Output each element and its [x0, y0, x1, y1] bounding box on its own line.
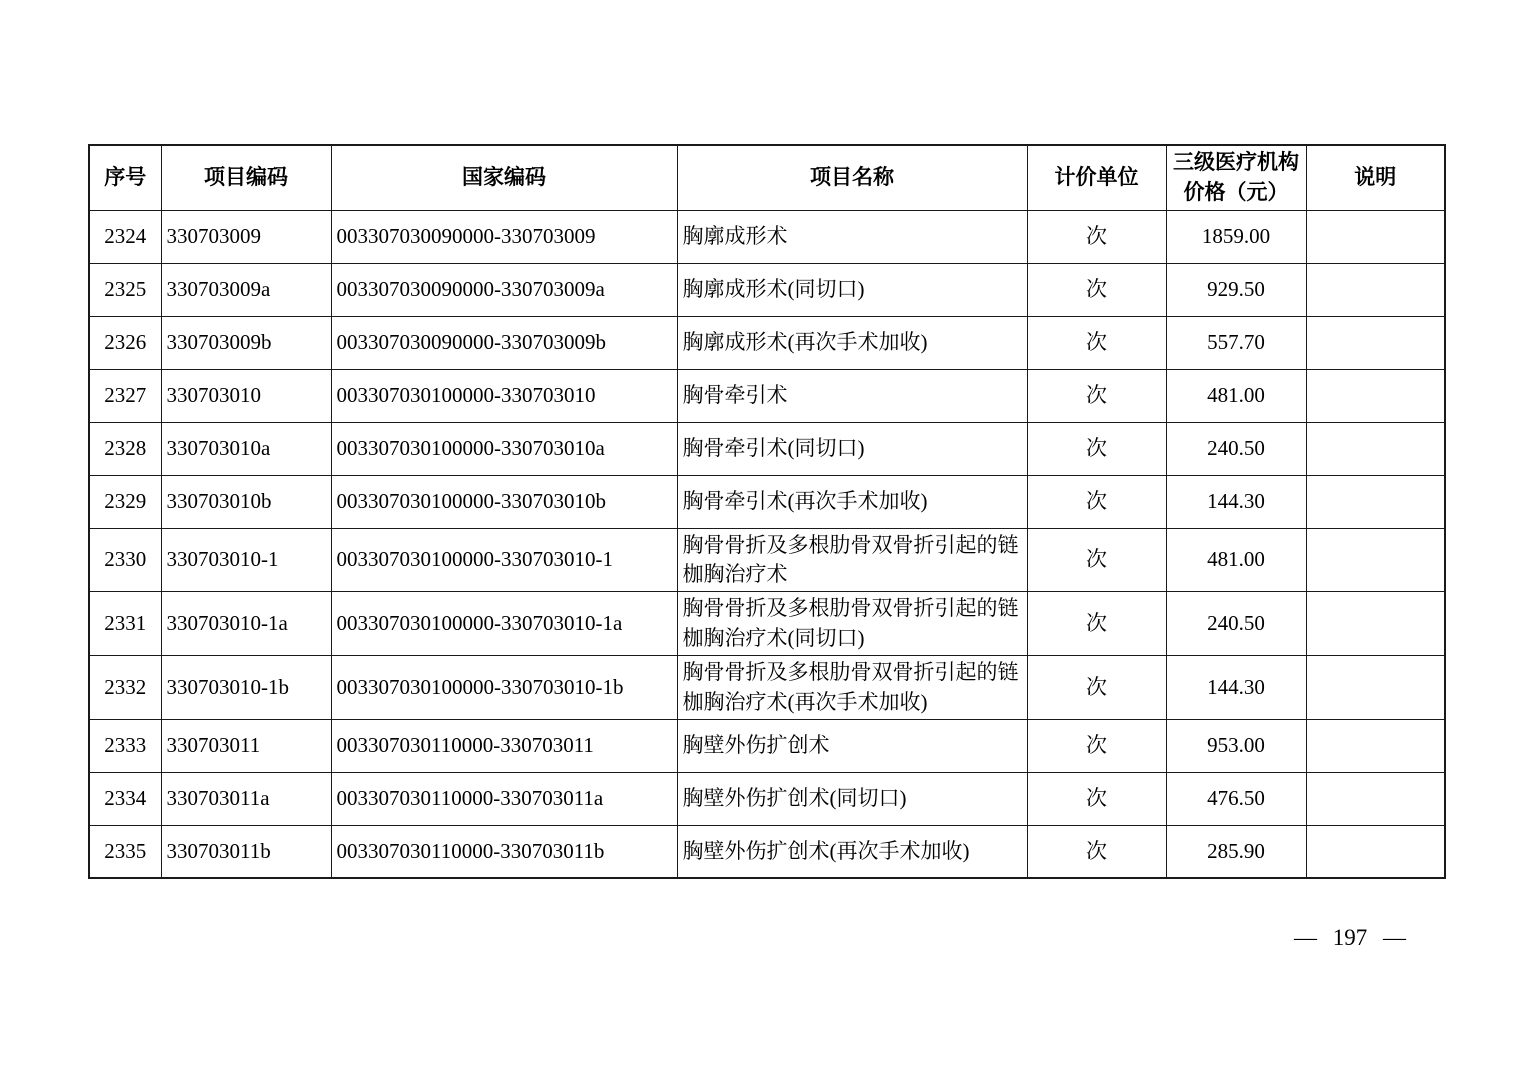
cell-item-name: 胸壁外伤扩创术	[677, 719, 1027, 772]
cell-price: 953.00	[1166, 719, 1306, 772]
cell-price: 481.00	[1166, 369, 1306, 422]
table-row	[89, 528, 1445, 592]
cell-item-name: 胸骨牵引术	[677, 369, 1027, 422]
table-row	[89, 825, 1445, 878]
col-header-national-code: 国家编码	[331, 145, 677, 210]
cell-national-code: 003307030090000-330703009a	[331, 263, 677, 316]
cell-item-name: 胸廓成形术(再次手术加收)	[677, 316, 1027, 369]
cell-note	[1306, 772, 1445, 825]
cell-index: 2333	[89, 719, 161, 772]
cell-national-code: 003307030100000-330703010-1	[331, 528, 677, 592]
cell-note	[1306, 316, 1445, 369]
cell-note	[1306, 656, 1445, 720]
cell-price: 476.50	[1166, 772, 1306, 825]
cell-price: 929.50	[1166, 263, 1306, 316]
col-header-item-name: 项目名称	[677, 145, 1027, 210]
table-row	[89, 475, 1445, 528]
cell-price: 557.70	[1166, 316, 1306, 369]
cell-unit: 次	[1027, 369, 1166, 422]
cell-item-code: 330703010-1a	[161, 592, 331, 656]
cell-note	[1306, 592, 1445, 656]
cell-national-code: 003307030100000-330703010	[331, 369, 677, 422]
col-header-unit: 计价单位	[1027, 145, 1166, 210]
cell-unit: 次	[1027, 422, 1166, 475]
cell-index: 2324	[89, 210, 161, 263]
cell-item-name: 胸廓成形术(同切口)	[677, 263, 1027, 316]
cell-note	[1306, 210, 1445, 263]
cell-unit: 次	[1027, 210, 1166, 263]
cell-price: 481.00	[1166, 528, 1306, 592]
cell-note	[1306, 369, 1445, 422]
cell-item-code: 330703010-1	[161, 528, 331, 592]
cell-item-code: 330703010b	[161, 475, 331, 528]
table-row	[89, 210, 1445, 263]
cell-index: 2325	[89, 263, 161, 316]
cell-price: 240.50	[1166, 592, 1306, 656]
cell-national-code: 003307030090000-330703009	[331, 210, 677, 263]
cell-national-code: 003307030090000-330703009b	[331, 316, 677, 369]
cell-item-name: 胸骨牵引术(再次手术加收)	[677, 475, 1027, 528]
price-table	[88, 144, 1446, 879]
cell-national-code: 003307030110000-330703011a	[331, 772, 677, 825]
cell-unit: 次	[1027, 528, 1166, 592]
table-header-row	[89, 145, 1445, 210]
table-row	[89, 422, 1445, 475]
cell-item-name: 胸壁外伤扩创术(再次手术加收)	[677, 825, 1027, 878]
cell-item-name: 胸廓成形术	[677, 210, 1027, 263]
cell-price: 240.50	[1166, 422, 1306, 475]
table-row	[89, 263, 1445, 316]
cell-unit: 次	[1027, 825, 1166, 878]
cell-index: 2327	[89, 369, 161, 422]
cell-national-code: 003307030100000-330703010-1b	[331, 656, 677, 720]
col-header-index: 序号	[89, 145, 161, 210]
table-row	[89, 369, 1445, 422]
cell-national-code: 003307030100000-330703010a	[331, 422, 677, 475]
cell-item-code: 330703010	[161, 369, 331, 422]
cell-index: 2334	[89, 772, 161, 825]
cell-national-code: 003307030110000-330703011b	[331, 825, 677, 878]
table-body	[89, 210, 1445, 878]
cell-item-name: 胸骨牵引术(同切口)	[677, 422, 1027, 475]
cell-price: 144.30	[1166, 475, 1306, 528]
cell-item-code: 330703009b	[161, 316, 331, 369]
page-number: — 197 —	[1294, 925, 1406, 950]
cell-unit: 次	[1027, 263, 1166, 316]
cell-item-name: 胸骨骨折及多根肋骨双骨折引起的链枷胸治疗术(再次手术加收)	[677, 656, 1027, 720]
cell-price: 1859.00	[1166, 210, 1306, 263]
cell-item-code: 330703011b	[161, 825, 331, 878]
cell-note	[1306, 528, 1445, 592]
cell-unit: 次	[1027, 772, 1166, 825]
cell-index: 2328	[89, 422, 161, 475]
cell-item-code: 330703011a	[161, 772, 331, 825]
cell-unit: 次	[1027, 475, 1166, 528]
cell-item-code: 330703011	[161, 719, 331, 772]
cell-note	[1306, 263, 1445, 316]
cell-note	[1306, 422, 1445, 475]
cell-unit: 次	[1027, 719, 1166, 772]
cell-national-code: 003307030110000-330703011	[331, 719, 677, 772]
col-header-price: 三级医疗机构价格（元）	[1166, 145, 1306, 210]
cell-unit: 次	[1027, 316, 1166, 369]
cell-item-code: 330703009a	[161, 263, 331, 316]
table-row	[89, 592, 1445, 656]
cell-note	[1306, 719, 1445, 772]
cell-national-code: 003307030100000-330703010-1a	[331, 592, 677, 656]
table-row	[89, 772, 1445, 825]
col-header-item-code: 项目编码	[161, 145, 331, 210]
cell-price: 144.30	[1166, 656, 1306, 720]
cell-note	[1306, 475, 1445, 528]
cell-item-code: 330703009	[161, 210, 331, 263]
cell-index: 2326	[89, 316, 161, 369]
cell-index: 2329	[89, 475, 161, 528]
cell-national-code: 003307030100000-330703010b	[331, 475, 677, 528]
cell-index: 2330	[89, 528, 161, 592]
cell-note	[1306, 825, 1445, 878]
cell-index: 2332	[89, 656, 161, 720]
table-row	[89, 719, 1445, 772]
cell-unit: 次	[1027, 656, 1166, 720]
cell-item-code: 330703010a	[161, 422, 331, 475]
cell-index: 2335	[89, 825, 161, 878]
cell-price: 285.90	[1166, 825, 1306, 878]
cell-item-code: 330703010-1b	[161, 656, 331, 720]
cell-item-name: 胸骨骨折及多根肋骨双骨折引起的链枷胸治疗术(同切口)	[677, 592, 1027, 656]
cell-item-name: 胸壁外伤扩创术(同切口)	[677, 772, 1027, 825]
cell-unit: 次	[1027, 592, 1166, 656]
table-row	[89, 656, 1445, 720]
table-row	[89, 316, 1445, 369]
cell-index: 2331	[89, 592, 161, 656]
cell-item-name: 胸骨骨折及多根肋骨双骨折引起的链枷胸治疗术	[677, 528, 1027, 592]
col-header-note: 说明	[1306, 145, 1445, 210]
